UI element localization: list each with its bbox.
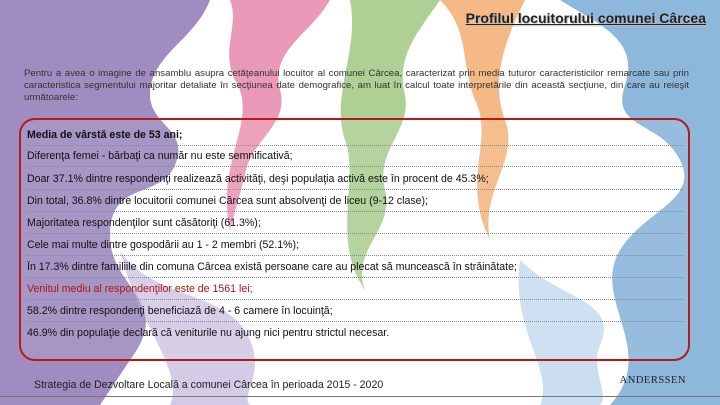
fact-education: Din total, 36.8% dintre locuitorii comunei Cârcea sunt absolvenţi de liceu (9-12 clase);: [27, 195, 429, 207]
footer-divider: [0, 396, 720, 397]
fact-income-insufficient: 46.9% din populaţie declară că veniturile nu ajung nici pentru strictul necesar.: [27, 327, 390, 339]
fact-average-income: Venitul mediu al respondenţilor este de 1561 lei;: [27, 283, 253, 295]
divider: [27, 277, 683, 278]
divider: [27, 211, 683, 212]
divider: [27, 166, 683, 167]
divider: [27, 321, 683, 322]
fact-work-abroad: În 17.3% dintre familiile din comuna Cârcea există persoane care au plecat să muncească în străinătate;: [27, 261, 517, 273]
fact-household-size: Cele mai multe dintre gospodării au 1 - 2 membri (52.1%);: [27, 239, 300, 251]
divider: [27, 233, 683, 234]
divider: [27, 299, 683, 300]
divider: [27, 189, 683, 190]
divider: [27, 255, 683, 256]
brand-logo: ANDERSSEN: [619, 375, 686, 386]
fact-average-age: Media de vârstă este de 53 ani;: [27, 129, 183, 141]
summary-box: [19, 118, 690, 361]
fact-gender-difference: Diferenţa femei - bărbaţi ca număr nu este semnificativă;: [27, 150, 293, 162]
fact-active-population: Doar 37.1% dintre respondenţi realizează activităţi, deşi populaţia activă este în procent de 45.3%;: [27, 173, 489, 185]
intro-paragraph: Pentru a avea o imagine de ansamblu asupra cetăţeanului locuitor al comunei Cârcea, caracterizat prin media tuturor caracteristicilor remarcate sau prin caracteristica segmentului majoritar detaliate în secţiunea date demografice, am luat în calcul toate interpretările din această secţiune, din care au reieşit următoarele:: [24, 68, 689, 103]
page-title: Profilul locuitorului comunei Cârcea: [465, 10, 706, 26]
footer-strategy-text: Strategia de Dezvoltare Locală a comunei Cârcea în perioada 2015 - 2020: [34, 379, 384, 391]
fact-rooms: 58.2% dintre respondenţi beneficiază de 4 - 6 camere în locuinţă;: [27, 305, 333, 317]
divider: [27, 145, 683, 146]
fact-married: Majoritatea respondenţilor sunt căsătoriţi (61.3%);: [27, 217, 261, 229]
